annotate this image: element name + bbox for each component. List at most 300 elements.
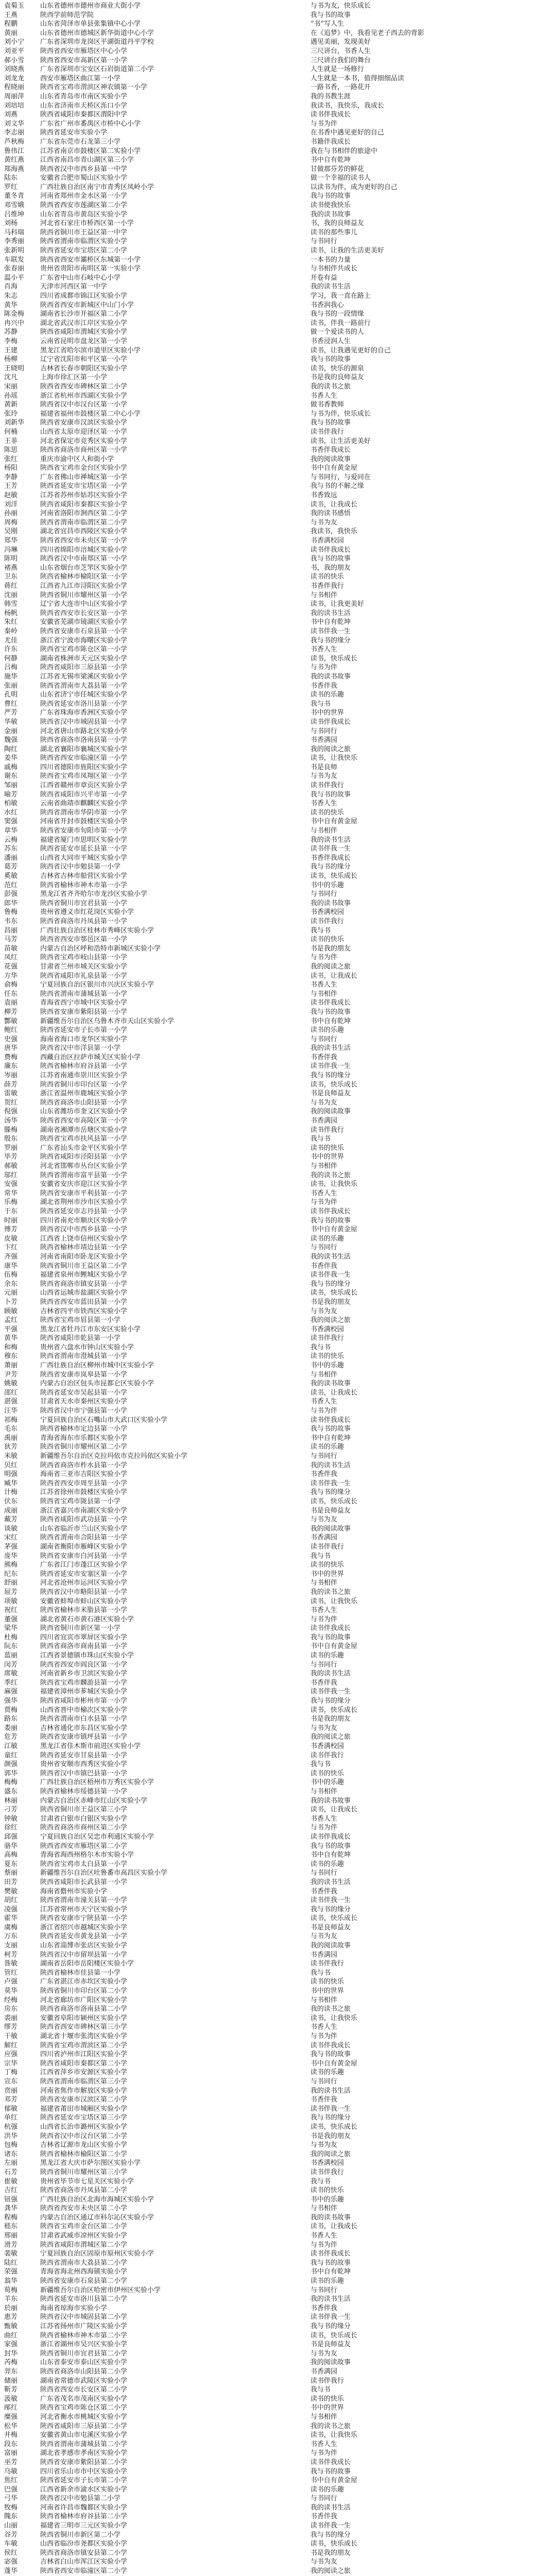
essay-title: 书香伴我 — [310, 2304, 549, 2313]
essay-title: 读书，让我快乐 — [310, 1180, 549, 1189]
author-unit: 陕西省商洛市镇安县第二小学 — [40, 2549, 310, 2558]
author-name: 杨阳 — [4, 464, 40, 473]
author-name: 刘燕 — [4, 110, 40, 120]
author-name: 谈敏 — [4, 1524, 40, 1534]
table-row — [4, 1434, 549, 1443]
author-name: 孔明 — [4, 690, 40, 700]
author-name: 郝敏 — [4, 1162, 40, 1171]
author-unit: 河南省新乡市卫滨区实验小学 — [40, 1669, 310, 1679]
essay-title: 读书的快乐 — [310, 1144, 549, 1153]
author-name: 陶红 — [4, 745, 40, 754]
essay-title: 我与书 — [310, 926, 549, 936]
author-name: 颜强 — [4, 1760, 40, 1769]
table-row — [4, 29, 549, 38]
table-row — [4, 582, 549, 591]
author-name: 马科瑞 — [4, 228, 40, 238]
author-unit: 陕西省咸阳市渭城区第二小学 — [40, 2241, 310, 2250]
essay-title: 读书，让我的生活更美好 — [310, 246, 549, 256]
author-name: 芦秋梅 — [4, 138, 40, 147]
essay-title: 书香润我心 — [310, 301, 549, 310]
author-unit: 内蒙古自治区通辽市科尔沁区实验小学 — [40, 2213, 310, 2223]
essay-title: 读书的快乐 — [310, 572, 549, 582]
author-name: 郎华 — [4, 899, 40, 908]
author-unit: 江苏省常州市天宁区实验小学 — [40, 1905, 310, 1914]
essay-title: 我与书的故事 — [310, 554, 549, 564]
essay-title: 书香人生 — [310, 1815, 549, 1824]
essay-title: 读书的乐趣 — [310, 2485, 549, 2495]
essay-title: 书香伴我成长 — [310, 446, 549, 455]
author-name: 臧华 — [4, 1479, 40, 1488]
essay-title: 我的读书故事 — [310, 1797, 549, 1806]
essay-title: 一路书香，一路花开 — [310, 83, 549, 92]
author-name: 樊敏 — [4, 1887, 40, 1896]
essay-title: 三尺讲台我们的舞台 — [310, 56, 549, 65]
author-name: 邓芳 — [4, 2095, 40, 2105]
essay-title: 书香人生 — [310, 2023, 549, 2032]
table-row — [4, 56, 549, 65]
table-row — [4, 110, 549, 120]
essay-title: 书中的乐趣 — [310, 881, 549, 890]
author-name: 唐华 — [4, 1044, 40, 1053]
author-name: 邹丽 — [4, 781, 40, 790]
table-row — [4, 2222, 549, 2231]
essay-title: 与书为友 — [310, 772, 549, 781]
author-name: 支丽 — [4, 1941, 40, 1951]
table-row — [4, 1842, 549, 1851]
author-unit: 陕西省宝鸡市陇县第一小学 — [40, 1497, 310, 1506]
table-row — [4, 1089, 549, 1098]
author-name: 吕梅 — [4, 663, 40, 672]
table-row — [4, 627, 549, 636]
essay-title: 与书为伴 — [310, 2449, 549, 2458]
author-name: 郭华 — [4, 1769, 40, 1778]
table-row — [4, 2023, 549, 2032]
author-unit: 陕西省渭南市临渭区第二小学 — [40, 518, 310, 528]
table-row — [4, 2422, 549, 2431]
author-unit: 陕西省汉中市汉台区第一小学 — [40, 400, 310, 410]
author-name: 张丽 — [4, 682, 40, 691]
essay-title: 我的读书故事 — [310, 672, 549, 682]
author-unit: 甘肃省武威市凉州区实验小学 — [40, 2231, 310, 2241]
author-name: 沈凡 — [4, 373, 40, 382]
table-row — [4, 1533, 549, 1543]
author-name: 钟敏 — [4, 1815, 40, 1824]
essay-title: 我的读书生活 — [310, 1878, 549, 1887]
author-unit: 陕西省西安市长安区第二小学 — [40, 2385, 310, 2395]
author-unit: 新疆维吾尔自治区乌鲁木齐市天山区实验小学 — [40, 1017, 310, 1026]
author-name: 张新明 — [4, 246, 40, 256]
author-name: 蒋红 — [4, 582, 40, 591]
author-unit: 陕西省咸阳市泾阳县第一小学 — [40, 1153, 310, 1162]
author-name: 康华 — [4, 1262, 40, 1271]
author-name: 萧丽 — [4, 1361, 40, 1370]
author-name: 卫东 — [4, 572, 40, 582]
table-row — [4, 337, 549, 346]
essay-title: 一本书的力量 — [310, 256, 549, 265]
table-row — [4, 1642, 549, 1651]
author-unit: 陕西省西安市临潼区第一小学 — [40, 754, 310, 763]
author-name: 蔡丽 — [4, 1869, 40, 1878]
author-name: 薛芳 — [4, 1080, 40, 1090]
table-row — [4, 1669, 549, 1679]
author-name: 秦岭 — [4, 627, 40, 636]
essay-title: 我与书的故事 — [310, 2050, 549, 2059]
essay-title: 读书伴我行 — [310, 917, 549, 926]
essay-title: 书香伴我 — [310, 1262, 549, 1271]
author-unit: 陕西省西安市灞桥区东城第一小学 — [40, 256, 310, 265]
author-name: 贺红 — [4, 1098, 40, 1108]
essay-title: 与书同行 — [310, 1452, 549, 1461]
essay-title: 我与书的故事 — [310, 192, 549, 201]
author-name: 纪东 — [4, 1570, 40, 1579]
author-unit: 陕西省汉中市宁强县第一小学 — [40, 1406, 310, 1416]
table-row — [4, 491, 549, 500]
table-row — [4, 917, 549, 926]
author-unit: 陕西省渭南市澄城县第一小学 — [40, 1352, 310, 1361]
author-name: 祁梅 — [4, 1416, 40, 1425]
table-row — [4, 47, 549, 56]
author-unit: 陕西省商洛市山阳县第一小学 — [40, 1098, 310, 1108]
author-name: 储丽 — [4, 2377, 40, 2386]
author-name: 史强 — [4, 1035, 40, 1044]
author-name: 施华 — [4, 672, 40, 682]
author-unit: 山东省潍坊市奎文区实验小学 — [40, 1107, 310, 1116]
essay-title: 书香人生 — [310, 980, 549, 990]
table-row — [4, 1959, 549, 1969]
author-unit: 广东省广州市番禺区市桥中心小学 — [40, 120, 310, 129]
author-name: 昝敏 — [4, 1959, 40, 1969]
author-name: 经梅 — [4, 1996, 40, 2005]
essay-title: 书香伴我 — [310, 1887, 549, 1896]
essay-title: 我的读书生活 — [310, 609, 549, 618]
table-row — [4, 264, 549, 274]
author-name: 于东 — [4, 1207, 40, 1216]
author-name: 云梅 — [4, 836, 40, 845]
author-name: 邱强 — [4, 1833, 40, 1842]
author-unit: 陕西省咸阳市三原县第一小学 — [40, 663, 310, 672]
essay-title: 读书伴我一生 — [310, 2313, 549, 2322]
essay-title: 书，我的朋友 — [310, 564, 549, 573]
author-name: 董冬青 — [4, 192, 40, 201]
author-unit: 云南省曲靖市麒麟区实验小学 — [40, 799, 310, 808]
author-name: 金丽 — [4, 727, 40, 736]
author-name: 宣东 — [4, 2077, 40, 2087]
table-row — [4, 1225, 549, 1234]
table-row — [4, 364, 549, 374]
author-unit: 山东省青岛市市南区实验小学 — [40, 92, 310, 101]
table-row — [4, 1878, 549, 1887]
author-unit: 江西省新余市渝水区实验小学 — [40, 2485, 310, 2495]
essay-title: 读书伴我行 — [310, 2168, 549, 2177]
essay-title: 我与书 — [310, 1552, 549, 1561]
author-name: 范红 — [4, 881, 40, 890]
author-name: 刘亚平 — [4, 47, 40, 56]
author-name: 杨帆 — [4, 609, 40, 618]
author-unit: 陕西省铜川市印台区第二小学 — [40, 1987, 310, 1996]
author-unit: 河北省廊坊市广阳区实验小学 — [40, 1996, 310, 2005]
author-unit: 广东省中山市石岐中心小学 — [40, 274, 310, 283]
essay-title: 书香满园 — [310, 1116, 549, 1126]
table-row — [4, 1896, 549, 1905]
table-row — [4, 2395, 549, 2404]
essay-title: 我与书的故事 — [310, 1216, 549, 1226]
essay-title: 与书同行，与爱同在 — [310, 473, 549, 482]
table-row — [4, 718, 549, 727]
table-row — [4, 1207, 549, 1216]
table-row — [4, 1026, 549, 1035]
table-row — [4, 1715, 549, 1724]
author-name: 危芳 — [4, 1733, 40, 1742]
author-name: 平强 — [4, 1325, 40, 1334]
author-unit: 江西省萍乡市安源区实验小学 — [40, 2068, 310, 2077]
table-row — [4, 682, 549, 691]
essay-title: 在《追梦》中，我看见老子西去的背影 — [310, 29, 549, 38]
author-unit: 江苏省扬州市广陵区实验小学 — [40, 2322, 310, 2331]
author-unit: 湖南省株洲市天元区实验小学 — [40, 654, 310, 664]
table-row — [4, 1189, 549, 1198]
table-row — [4, 700, 549, 709]
table-row — [4, 1651, 549, 1660]
essay-title: 读书伴我行 — [310, 2377, 549, 2386]
author-name: 毕芳 — [4, 1153, 40, 1162]
essay-title: 书是良师益友 — [310, 1506, 549, 1516]
table-row — [4, 2159, 549, 2168]
table-row — [4, 2467, 549, 2477]
essay-title: 我与书 — [310, 1343, 549, 1352]
table-row — [4, 1787, 549, 1797]
essay-title: 读书的快乐 — [310, 1352, 549, 1361]
essay-title: 我的读书之旅 — [310, 1588, 549, 1597]
essay-title: 书香伴我 — [310, 2512, 549, 2521]
author-unit: 广西壮族自治区梧州市万秀区实验小学 — [40, 1778, 310, 1787]
author-unit: 陕西省商洛市商州区第一小学 — [40, 446, 310, 455]
essay-title: 书是良师益友 — [310, 1089, 549, 1098]
table-row — [4, 1905, 549, 1914]
author-unit: 陕西省渭南市富平县第一小学 — [40, 1171, 310, 1180]
author-name: 傅芳 — [4, 1225, 40, 1234]
author-name: 廉东 — [4, 1062, 40, 1071]
author-unit: 天津市河西区第一中学 — [40, 282, 310, 292]
author-name: 霍华 — [4, 1914, 40, 1923]
author-name: 杭强 — [4, 2123, 40, 2132]
table-row — [4, 972, 549, 981]
author-name: 祝红 — [4, 1606, 40, 1615]
author-unit: 陕西省咸阳市秦都区第二小学 — [40, 2059, 310, 2069]
author-unit: 河南省开封市鼓楼区实验小学 — [40, 817, 310, 826]
essay-title: 读书伴我行 — [310, 1543, 549, 1552]
author-unit: 河南省许昌市魏都区实验小学 — [40, 2503, 310, 2513]
essay-title: 书是良师益友 — [310, 1923, 549, 1933]
table-row — [4, 708, 549, 718]
essay-title: 我的读书生活 — [310, 2087, 549, 2096]
author-name: 元丽 — [4, 1289, 40, 1298]
author-name: 朱红 — [4, 618, 40, 627]
table-row — [4, 128, 549, 138]
author-unit: 陕西省商洛市丹凤县第二小学 — [40, 2186, 310, 2195]
author-unit: 四川省乐山市市中区实验小学 — [40, 2467, 310, 2477]
essay-title: 读书的乐趣 — [310, 1026, 549, 1035]
essay-title: 我的读书之旅 — [310, 2422, 549, 2431]
table-row — [4, 1008, 549, 1017]
essay-title: 开卷有益 — [310, 274, 549, 283]
essay-title: 做一个爱读书的人 — [310, 328, 549, 337]
essay-title: 读书，让生活更美好 — [310, 437, 549, 446]
table-row — [4, 183, 549, 192]
author-name: 裘丽 — [4, 2014, 40, 2023]
author-unit: 陕西省咸阳市三原县第二小学 — [40, 2422, 310, 2431]
essay-title: 书香伴我 — [310, 682, 549, 691]
essay-title: 与书为友 — [310, 518, 549, 528]
author-unit: 安徽省黄山市屯溪区实验小学 — [40, 2431, 310, 2440]
table-row — [4, 872, 549, 881]
author-name: 王菲 — [4, 437, 40, 446]
author-name: 羿东 — [4, 2367, 40, 2377]
author-unit: 青海省西宁市城中区实验小学 — [40, 998, 310, 1008]
essay-title: 我与书的故事 — [310, 1842, 549, 1851]
author-name: 明强 — [4, 1470, 40, 1479]
essay-title: 我读书，我快乐，我成长 — [310, 101, 549, 111]
table-row — [4, 736, 549, 745]
table-row — [4, 2549, 549, 2558]
author-unit: 浙江省绍兴市越城区实验小学 — [40, 1923, 310, 1933]
author-name: 邴红 — [4, 2403, 40, 2413]
table-row — [4, 2186, 549, 2195]
essay-title: 我的阅读之旅 — [310, 2567, 549, 2576]
author-name: 缪芳 — [4, 2023, 40, 2032]
author-unit: 陕西省宝鸡市渭滨区第二小学 — [40, 2041, 310, 2050]
table-row — [4, 990, 549, 999]
table-row — [4, 1171, 549, 1180]
author-name: 庞华 — [4, 1552, 40, 1561]
author-unit: 陕西省西安市鄠邑区第一小学 — [40, 935, 310, 944]
table-row — [4, 1035, 549, 1044]
author-name: 左丽 — [4, 2159, 40, 2168]
essay-title: 读书，让我快乐 — [310, 754, 549, 763]
author-unit: 上海市徐汇区第一小学 — [40, 373, 310, 382]
author-unit: 陕西省铜川市耀州区第三小学 — [40, 2168, 310, 2177]
essay-title: 以读书为伴，成为更好的自己 — [310, 183, 549, 192]
table-row — [4, 591, 549, 600]
table-row — [4, 844, 549, 854]
author-name: 李秀丽 — [4, 237, 40, 246]
table-row — [4, 1932, 549, 1941]
essay-title: 我与书的故事 — [310, 1425, 549, 1434]
author-name: 汤华 — [4, 1116, 40, 1126]
table-row — [4, 1325, 549, 1334]
author-name: 房东 — [4, 2005, 40, 2014]
table-row — [4, 1198, 549, 1207]
author-unit: 青海省海西州格尔木市实验小学 — [40, 1851, 310, 1860]
author-name: 潘丽 — [4, 854, 40, 863]
author-name: 熊梅 — [4, 1561, 40, 1570]
table-row — [4, 38, 549, 47]
table-row — [4, 509, 549, 518]
essay-title: 我的读书生活 — [310, 1044, 549, 1053]
author-unit: 海南省琼海市实验小学 — [40, 2304, 310, 2313]
author-unit: 黑龙江省大庆市萨尔图区实验小学 — [40, 2159, 310, 2168]
essay-title: 读书，快乐的源泉 — [310, 364, 549, 374]
author-unit: 陕西省宝鸡市麟游县第一小学 — [40, 1679, 310, 1688]
essay-title: 与书相伴 — [310, 2413, 549, 2422]
essay-title: 读书伴我成长 — [310, 718, 549, 727]
table-row — [4, 1769, 549, 1778]
author-unit: 江西省上饶市信州区实验小学 — [40, 1234, 310, 1244]
author-unit: 湖南省湘潭市岳塘区实验小学 — [40, 1126, 310, 1135]
author-name: 韩雪 — [4, 600, 40, 609]
table-row — [4, 274, 549, 283]
author-name: 昌丽 — [4, 926, 40, 936]
author-name: 华敏 — [4, 718, 40, 727]
author-unit: 湖北省宜昌市西陵区实验小学 — [40, 527, 310, 536]
table-row — [4, 2177, 549, 2187]
table-row — [4, 201, 549, 210]
author-unit: 陕西省铜川市印台区第一小学 — [40, 1080, 310, 1090]
author-unit: 陕西省铜川市宜君县第一小学 — [40, 899, 310, 908]
essay-title: 与书同行 — [310, 1660, 549, 1670]
essay-title: 书中的世界 — [310, 708, 549, 718]
table-row — [4, 2077, 549, 2087]
table-row — [4, 418, 549, 428]
essay-title: 读书伴我成长 — [310, 2249, 549, 2259]
author-unit: 陕西省咸阳市兴平市第一小学 — [40, 790, 310, 800]
essay-title: 我与书 — [310, 700, 549, 709]
essay-title: 书中自有乾坤 — [310, 1434, 549, 1443]
author-unit: 山东省烟台市芝罘区实验小学 — [40, 564, 310, 573]
author-name: 吉红 — [4, 2186, 40, 2195]
author-unit: 陕西省榆林市靖边县第一小学 — [40, 1243, 310, 1252]
table-row — [4, 1044, 549, 1053]
table-row — [4, 2367, 549, 2377]
table-row — [4, 2277, 549, 2286]
author-name: 夏东 — [4, 1860, 40, 1869]
author-name: 尹芳 — [4, 1370, 40, 1380]
author-name: 酆敏 — [4, 1017, 40, 1026]
author-name: 洪华 — [4, 2132, 40, 2141]
essay-title: 书是良师益友 — [310, 2340, 549, 2349]
author-unit: 贵州省安顺市西秀区实验小学 — [40, 1760, 310, 1769]
author-unit: 陕西省西安市长安区第一小学 — [40, 609, 310, 618]
table-row — [4, 2485, 549, 2495]
table-row — [4, 1805, 549, 1815]
author-unit: 陕西省延安市甘泉县第一小学 — [40, 1751, 310, 1760]
author-unit: 黑龙江省牡丹江市东安区实验小学 — [40, 1325, 310, 1334]
table-row — [4, 1543, 549, 1552]
author-name: 隗东 — [4, 2512, 40, 2521]
author-unit: 陕西省商洛市洛南县第二小学 — [40, 2005, 310, 2014]
author-unit: 吉林省白山市浑江区实验小学 — [40, 2557, 310, 2567]
author-unit: 黑龙江省佳木斯市前进区实验小学 — [40, 1742, 310, 1751]
author-name: 莫华 — [4, 1987, 40, 1996]
author-unit: 陕西省延安市宝塔区第二小学 — [40, 246, 310, 256]
author-name: 滕梅 — [4, 1126, 40, 1135]
author-unit: 广东省深圳市宝安区石岩街道第二小学 — [40, 65, 310, 74]
essay-title: 与书相伴 — [310, 1370, 549, 1380]
author-name: 王建 — [4, 346, 40, 355]
table-row — [4, 2557, 549, 2567]
author-unit: 重庆市渝中区人和街小学 — [40, 455, 310, 464]
author-name: 程鹏 — [4, 20, 40, 29]
author-name: 崔敏 — [4, 2177, 40, 2187]
table-row — [4, 935, 549, 944]
author-name: 王晓明 — [4, 364, 40, 374]
table-row — [4, 2241, 549, 2250]
essay-title: 我与书的不解之缘 — [310, 482, 549, 491]
author-unit: 陕西省咸阳市武功县第一小学 — [40, 1515, 310, 1524]
essay-title: 我与书 — [310, 1760, 549, 1769]
table-row — [4, 500, 549, 510]
table-row — [4, 1180, 549, 1189]
author-name: 滑芳 — [4, 2241, 40, 2250]
